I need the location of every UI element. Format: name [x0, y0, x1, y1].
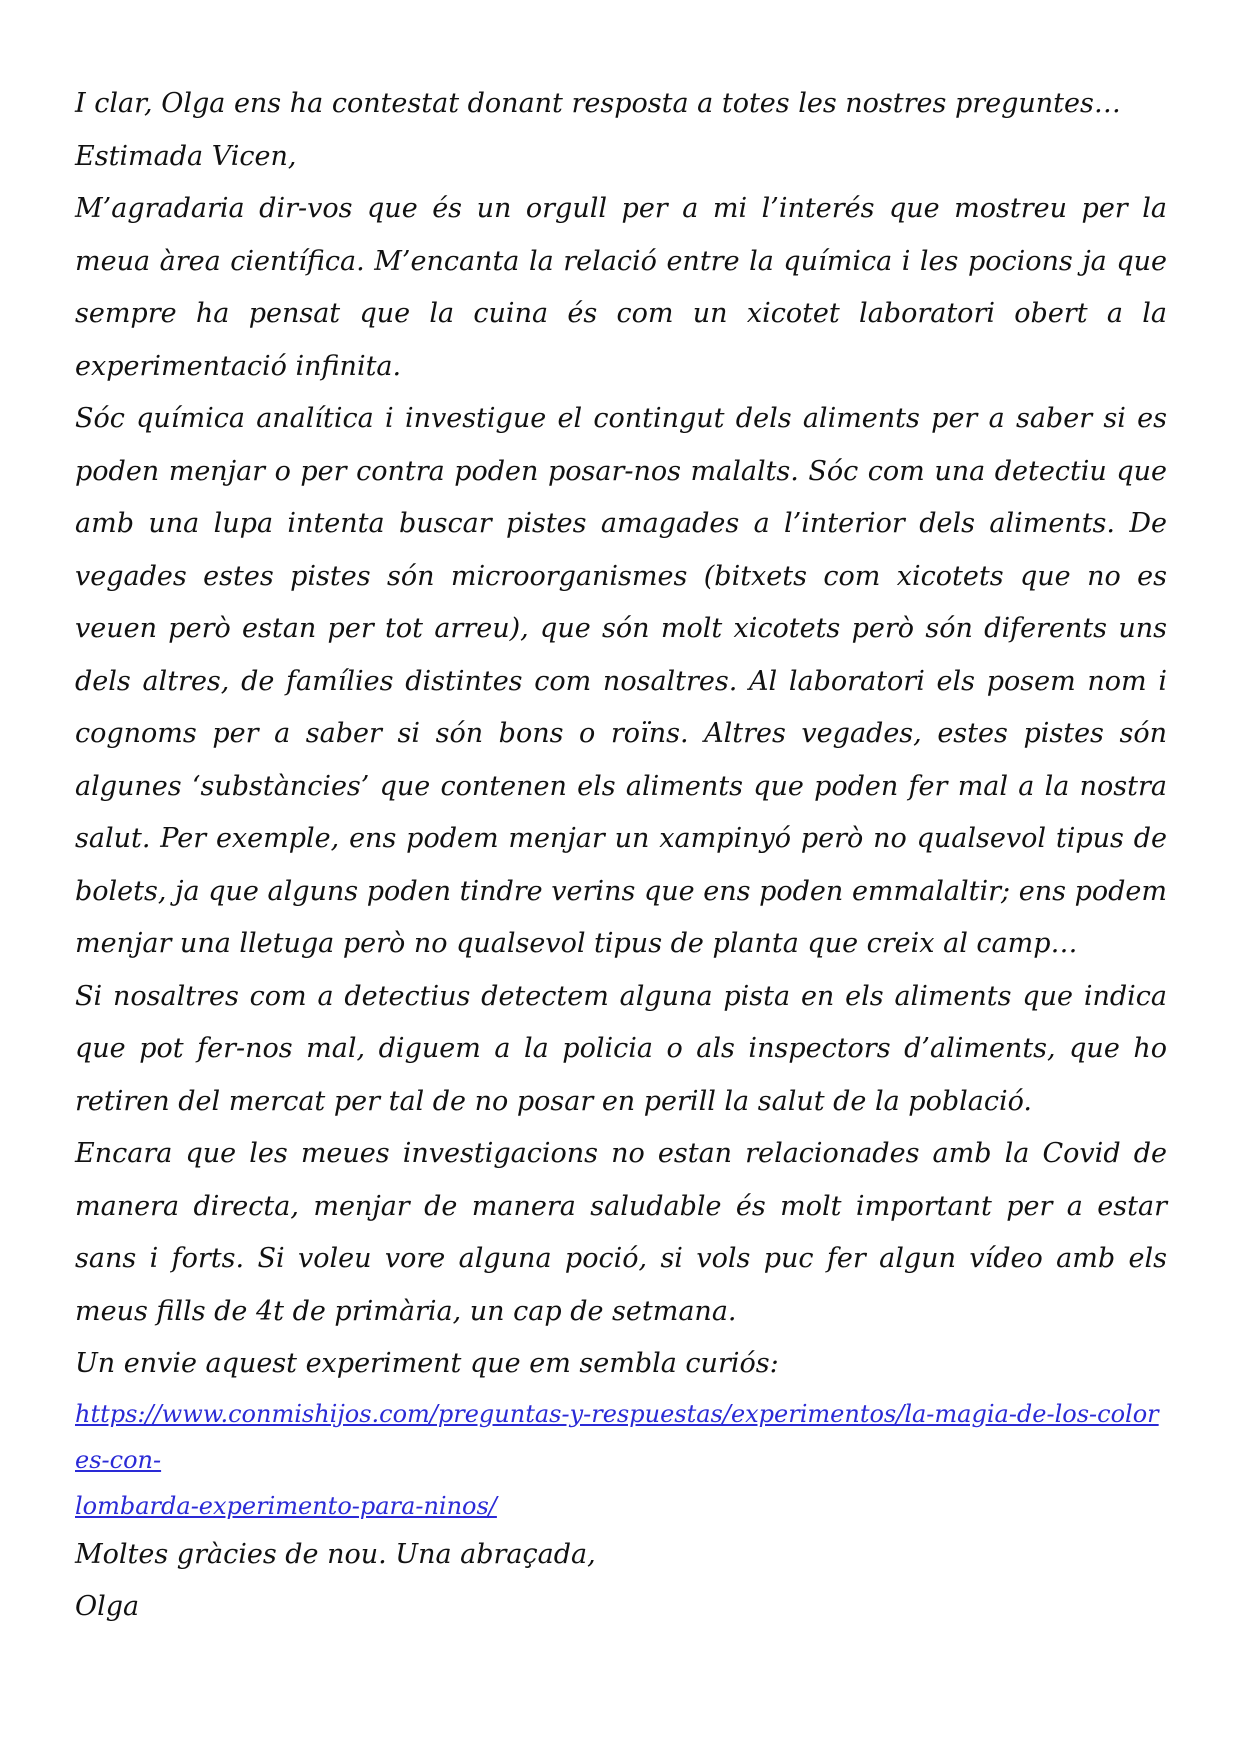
experiment-link[interactable] [75, 1391, 1167, 1529]
letter-closing: Moltes gràcies de nou. Una abraçada, [75, 1538, 596, 1570]
letter-greeting: Estimada Vicen, [75, 140, 297, 172]
paragraph-detectives: Si nosaltres com a detectius detectem alguna pista en els aliments que indica que pot fer-nos mal, diguem a la policia o als inspectors d’aliments, que ho retiren del mercat per tal de no posar en perill la salut de la població. [75, 980, 1167, 1117]
letter-intro: I clar, Olga ens ha contestat donant resposta a totes les nostres preguntes… [75, 88, 1121, 119]
paragraph-analytical-chemist: Sóc química analítica i investigue el contingut dels aliments per a saber si es poden menjar o per contra poden posar-nos malalts. Sóc com una detectiu que amb una lupa intenta buscar pistes amagades a l’interior dels aliments. De vegades estes pistes són microorganismes (bitxets com xicotets que no es veuen però estan per tot arreu), que són molt xicotets però són diferents uns dels altres, de famílies distintes com nosaltres. Al laboratori els posem nom i cognoms per a saber si són bons o roïns. Altres vegades, estes pistes són algunes ‘substàncies’ que contenen els aliments que poden fer mal a la nostra salut. Per exemple, ens podem menjar un xampinyó però no qualsevol tipus de bolets, ja que alguns poden tindre verins que ens poden emmalaltir; ens podem menjar una lletuga però no qualsevol tipus de planta que creix al camp… [75, 403, 1167, 959]
paragraph-experiment: Un envie aquest experiment que em sembla curiós: [75, 1348, 779, 1379]
paragraph-interest: M’agradaria dir-vos que és un orgull per a mi l’interés que mostreu per la meua àrea científica. M’encanta la relació entre la química i les pocions ja que sempre ha pensat que la cuina és com un xicotet laboratori obert a la experimentació infinita. [75, 193, 1167, 382]
experiment-link-line-1[interactable]: https://www.conmishijos.com/preguntas-y-respuestas/experimentos/la-magia-de-los-colores-con- [75, 1399, 1159, 1474]
experiment-link-line-2[interactable]: lombarda-experimento-para-ninos/ [75, 1491, 497, 1520]
letter-signature: Olga [75, 1591, 140, 1622]
letter-body [75, 78, 1167, 1634]
paragraph-covid: Encara que les meues investigacions no estan relacionades amb la Covid de manera directa, menjar de manera saludable és molt important per a estar sans i forts. Si voleu vore alguna poció, si vols puc fer algun vídeo amb els meus fills de 4t de primària, un cap de setmana. [75, 1138, 1167, 1327]
